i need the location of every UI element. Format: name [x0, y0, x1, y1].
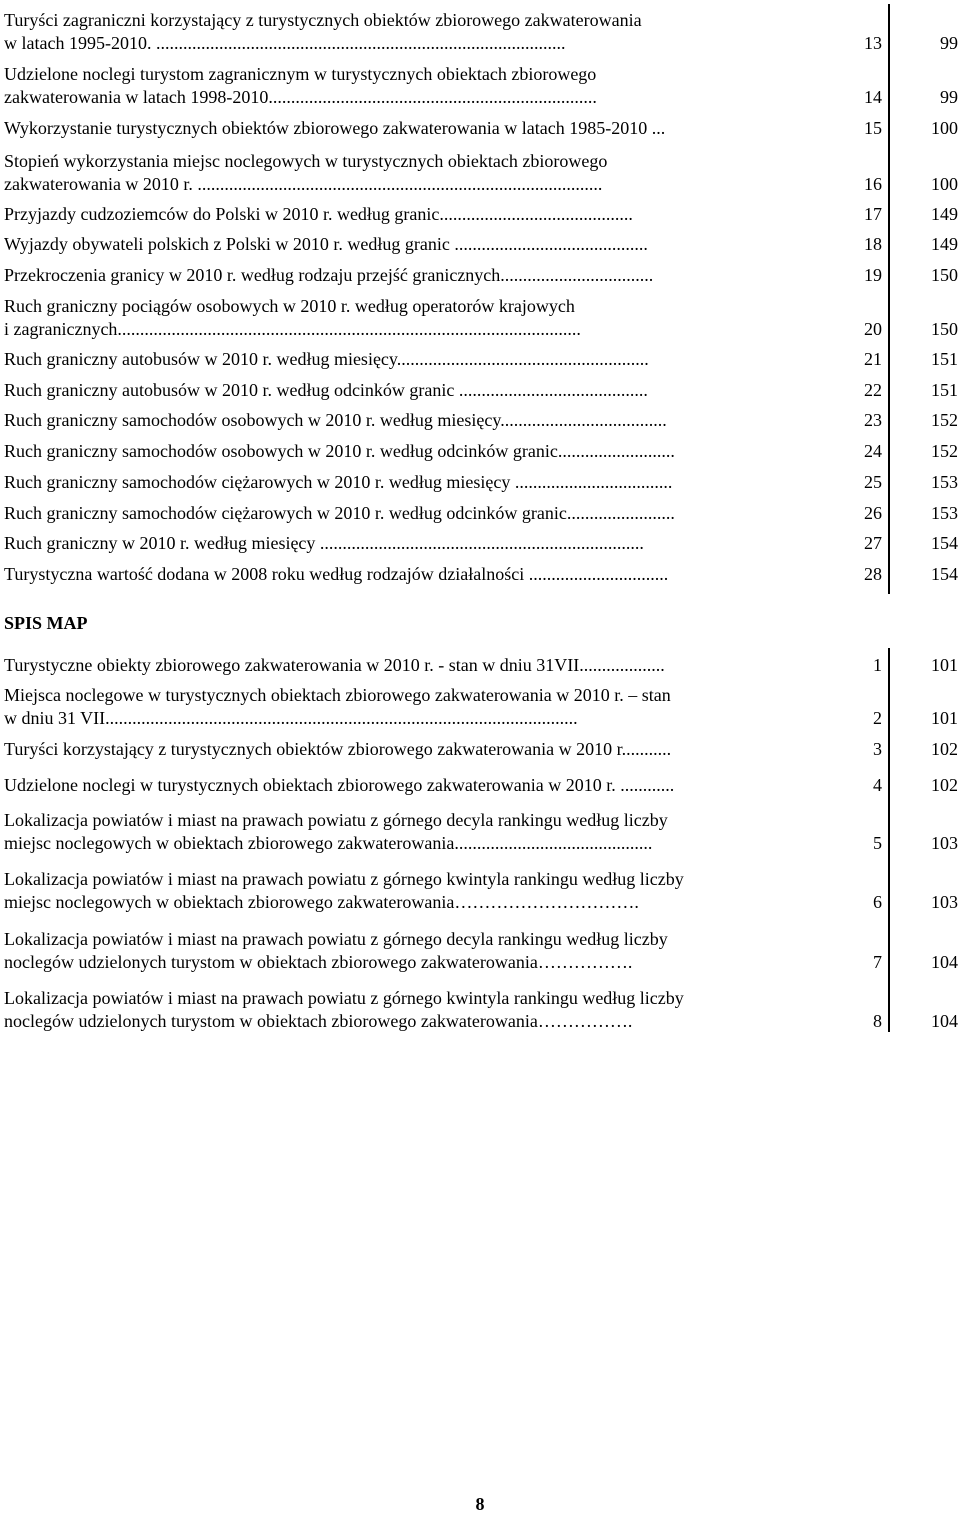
toc-entry-page: 100 [931, 118, 958, 138]
toc-entry-number: 21 [864, 349, 882, 369]
map-entry [4, 774, 810, 797]
map-entry [4, 809, 810, 855]
toc-entry-page: 99 [940, 33, 958, 53]
toc-entry-title [4, 264, 810, 287]
toc-entry-number: 23 [864, 410, 882, 430]
map-entry-page: 102 [931, 775, 958, 795]
toc-entry-number: 27 [864, 533, 882, 553]
toc-entry-page: 154 [931, 564, 958, 584]
toc-line: Miejsca noclegowe w turystycznych obiektach zbiorowego zakwaterowania w 2010 r. – stan [4, 685, 671, 705]
map-entry-page: 101 [931, 655, 958, 675]
toc-entry-title [4, 233, 810, 256]
toc-entry-title [4, 440, 810, 463]
toc-line: Ruch graniczny samochodów osobowych w 2010 r. według odcinków granic.......................... [4, 441, 675, 461]
toc-entry-page: 153 [931, 472, 958, 492]
toc-entry [4, 440, 810, 463]
toc-entry-number: 18 [864, 234, 882, 254]
map-entry-title [4, 928, 810, 974]
map-entry-page: 103 [931, 833, 958, 853]
map-entry-page: 104 [931, 952, 958, 972]
toc-entry-page: 153 [931, 503, 958, 523]
toc-entry-number: 28 [864, 564, 882, 584]
toc-entry-number: 22 [864, 380, 882, 400]
toc-entry-title [4, 9, 810, 55]
toc-line: Przyjazdy cudzoziemców do Polski w 2010 r. według granic........................................... [4, 204, 633, 224]
toc-entry-number: 16 [864, 174, 882, 194]
toc-entry [4, 348, 810, 371]
toc-entry [4, 379, 810, 402]
toc-entry-title [4, 63, 810, 109]
map-entry-number: 4 [873, 775, 882, 795]
toc-line: Ruch graniczny pociągów osobowych w 2010 r. według operatorów krajowych [4, 296, 575, 316]
toc-entry-number: 15 [864, 118, 882, 138]
page-number: 8 [475, 1494, 485, 1514]
toc-line: Lokalizacja powiatów i miast na prawach powiatu z górnego kwintyla rankingu według liczby [4, 988, 684, 1008]
toc-line: Wyjazdy obywateli polskich z Polski w 2010 r. według granic ........................................... [4, 234, 648, 254]
map-entry [4, 928, 810, 974]
map-entry-number: 7 [873, 952, 882, 972]
toc-line: i zagranicznych....................................................................................................... [4, 319, 581, 339]
toc-entry-page: 149 [931, 204, 958, 224]
map-entry [4, 987, 810, 1033]
toc-line: Udzielone noclegi turystom zagranicznym w turystycznych obiektach zbiorowego [4, 64, 597, 84]
toc-entry [4, 264, 810, 287]
map-entry-title [4, 738, 810, 761]
toc-line: miejsc noclegowych w obiektach zbiorowego zakwaterowania…………………………. [4, 892, 639, 912]
map-entry-title [4, 809, 810, 855]
toc-entry [4, 502, 810, 525]
toc-entry-number: 25 [864, 472, 882, 492]
toc-entry-title [4, 379, 810, 402]
toc-entry-page: 154 [931, 533, 958, 553]
toc-entry-title [4, 532, 810, 555]
toc-line: zakwaterowania w latach 1998-2010......................................................................... [4, 87, 597, 107]
toc-line: Turystyczne obiekty zbiorowego zakwaterowania w 2010 r. - stan w dniu 31VII................... [4, 655, 665, 675]
map-entry-page: 104 [931, 1011, 958, 1031]
toc-line: Turystyczna wartość dodana w 2008 roku według rodzajów działalności ............................... [4, 564, 669, 584]
map-entry-title [4, 684, 810, 730]
toc-entry-number: 20 [864, 319, 882, 339]
toc-line: noclegów udzielonych turystom w obiektach zbiorowego zakwaterowania……………. [4, 1011, 633, 1031]
map-entry-page: 103 [931, 892, 958, 912]
toc-line: Lokalizacja powiatów i miast na prawach powiatu z górnego kwintyla rankingu według liczby [4, 869, 684, 889]
map-entry [4, 654, 810, 677]
toc-entry-page: 100 [931, 174, 958, 194]
map-entry-number: 5 [873, 833, 882, 853]
toc-entry-number: 19 [864, 265, 882, 285]
toc-entry-title [4, 150, 810, 196]
column-divider [888, 4, 890, 594]
column-divider [888, 648, 890, 1032]
toc-entry-number: 17 [864, 204, 882, 224]
map-entry-title [4, 868, 810, 914]
toc-entry-title [4, 348, 810, 371]
toc-line: Turyści korzystający z turystycznych obiektów zbiorowego zakwaterowania w 2010 r........... [4, 739, 672, 759]
map-entry-page: 101 [931, 708, 958, 728]
map-entry-title [4, 654, 810, 677]
map-entry-number: 3 [873, 739, 882, 759]
toc-line: Udzielone noclegi w turystycznych obiektach zbiorowego zakwaterowania w 2010 r. ............ [4, 775, 675, 795]
toc-line: Ruch graniczny autobusów w 2010 r. według miesięcy........................................................ [4, 349, 649, 369]
map-entry-page: 102 [931, 739, 958, 759]
toc-line: w dniu 31 VII......................................................................................................... [4, 708, 578, 728]
toc-line: Ruch graniczny w 2010 r. według miesięcy ........................................................................ [4, 533, 644, 553]
toc-line: Ruch graniczny autobusów w 2010 r. według odcinków granic .......................................... [4, 380, 648, 400]
toc-entry-title [4, 117, 810, 140]
toc-entry [4, 563, 810, 586]
toc-entry [4, 203, 810, 226]
toc-line: Lokalizacja powiatów i miast na prawach powiatu z górnego decyla rankingu według liczby [4, 929, 668, 949]
toc-line: noclegów udzielonych turystom w obiektach zbiorowego zakwaterowania……………. [4, 952, 633, 972]
toc-entry [4, 63, 810, 109]
toc-entry [4, 9, 810, 55]
toc-entry-page: 150 [931, 265, 958, 285]
map-entry-number: 2 [873, 708, 882, 728]
toc-entry-number: 26 [864, 503, 882, 523]
toc-entry-page: 150 [931, 319, 958, 339]
map-entry-title [4, 774, 810, 797]
map-entry [4, 868, 810, 914]
toc-line: miejsc noclegowych w obiektach zbiorowego zakwaterowania............................................ [4, 833, 653, 853]
map-entry [4, 684, 810, 730]
map-entry-number: 1 [873, 655, 882, 675]
toc-entry-title [4, 409, 810, 432]
toc-entry [4, 233, 810, 256]
toc-entry-page: 151 [931, 349, 958, 369]
toc-entry [4, 295, 810, 341]
map-entry-number: 6 [873, 892, 882, 912]
toc-entry-title [4, 563, 810, 586]
toc-line: Wykorzystanie turystycznych obiektów zbiorowego zakwaterowania w latach 1985-2010 ... [4, 118, 666, 138]
toc-entry [4, 532, 810, 555]
toc-line: Stopień wykorzystania miejsc noclegowych w turystycznych obiektach zbiorowego [4, 151, 608, 171]
map-entry-title [4, 987, 810, 1033]
toc-entry [4, 471, 810, 494]
toc-entry-page: 99 [940, 87, 958, 107]
map-entry [4, 738, 810, 761]
toc-entry-page: 149 [931, 234, 958, 254]
toc-line: Ruch graniczny samochodów ciężarowych w 2010 r. według odcinków granic........................ [4, 503, 675, 523]
toc-entry-title [4, 203, 810, 226]
toc-entry-number: 14 [864, 87, 882, 107]
toc-entry-title [4, 295, 810, 341]
toc-entry-page: 151 [931, 380, 958, 400]
maps-section-heading: SPIS MAP [4, 613, 88, 633]
map-entry-number: 8 [873, 1011, 882, 1031]
toc-line: zakwaterowania w 2010 r. .......................................................................................... [4, 174, 603, 194]
toc-entry-number: 24 [864, 441, 882, 461]
toc-entry [4, 150, 810, 196]
toc-entry-page: 152 [931, 410, 958, 430]
toc-line: Ruch graniczny samochodów osobowych w 2010 r. według miesięcy..................................... [4, 410, 667, 430]
toc-line: Lokalizacja powiatów i miast na prawach powiatu z górnego decyla rankingu według liczby [4, 810, 668, 830]
toc-entry [4, 409, 810, 432]
toc-entry-number: 13 [864, 33, 882, 53]
toc-line: w latach 1995-2010. ........................................................................................... [4, 33, 566, 53]
toc-entry-title [4, 471, 810, 494]
toc-entry-page: 152 [931, 441, 958, 461]
toc-entry-title [4, 502, 810, 525]
toc-line: Turyści zagraniczni korzystający z turystycznych obiektów zbiorowego zakwaterowania [4, 10, 642, 30]
toc-line: Przekroczenia granicy w 2010 r. według rodzaju przejść granicznych.................................. [4, 265, 654, 285]
toc-entry [4, 117, 810, 140]
toc-line: Ruch graniczny samochodów ciężarowych w 2010 r. według miesięcy ................................... [4, 472, 673, 492]
